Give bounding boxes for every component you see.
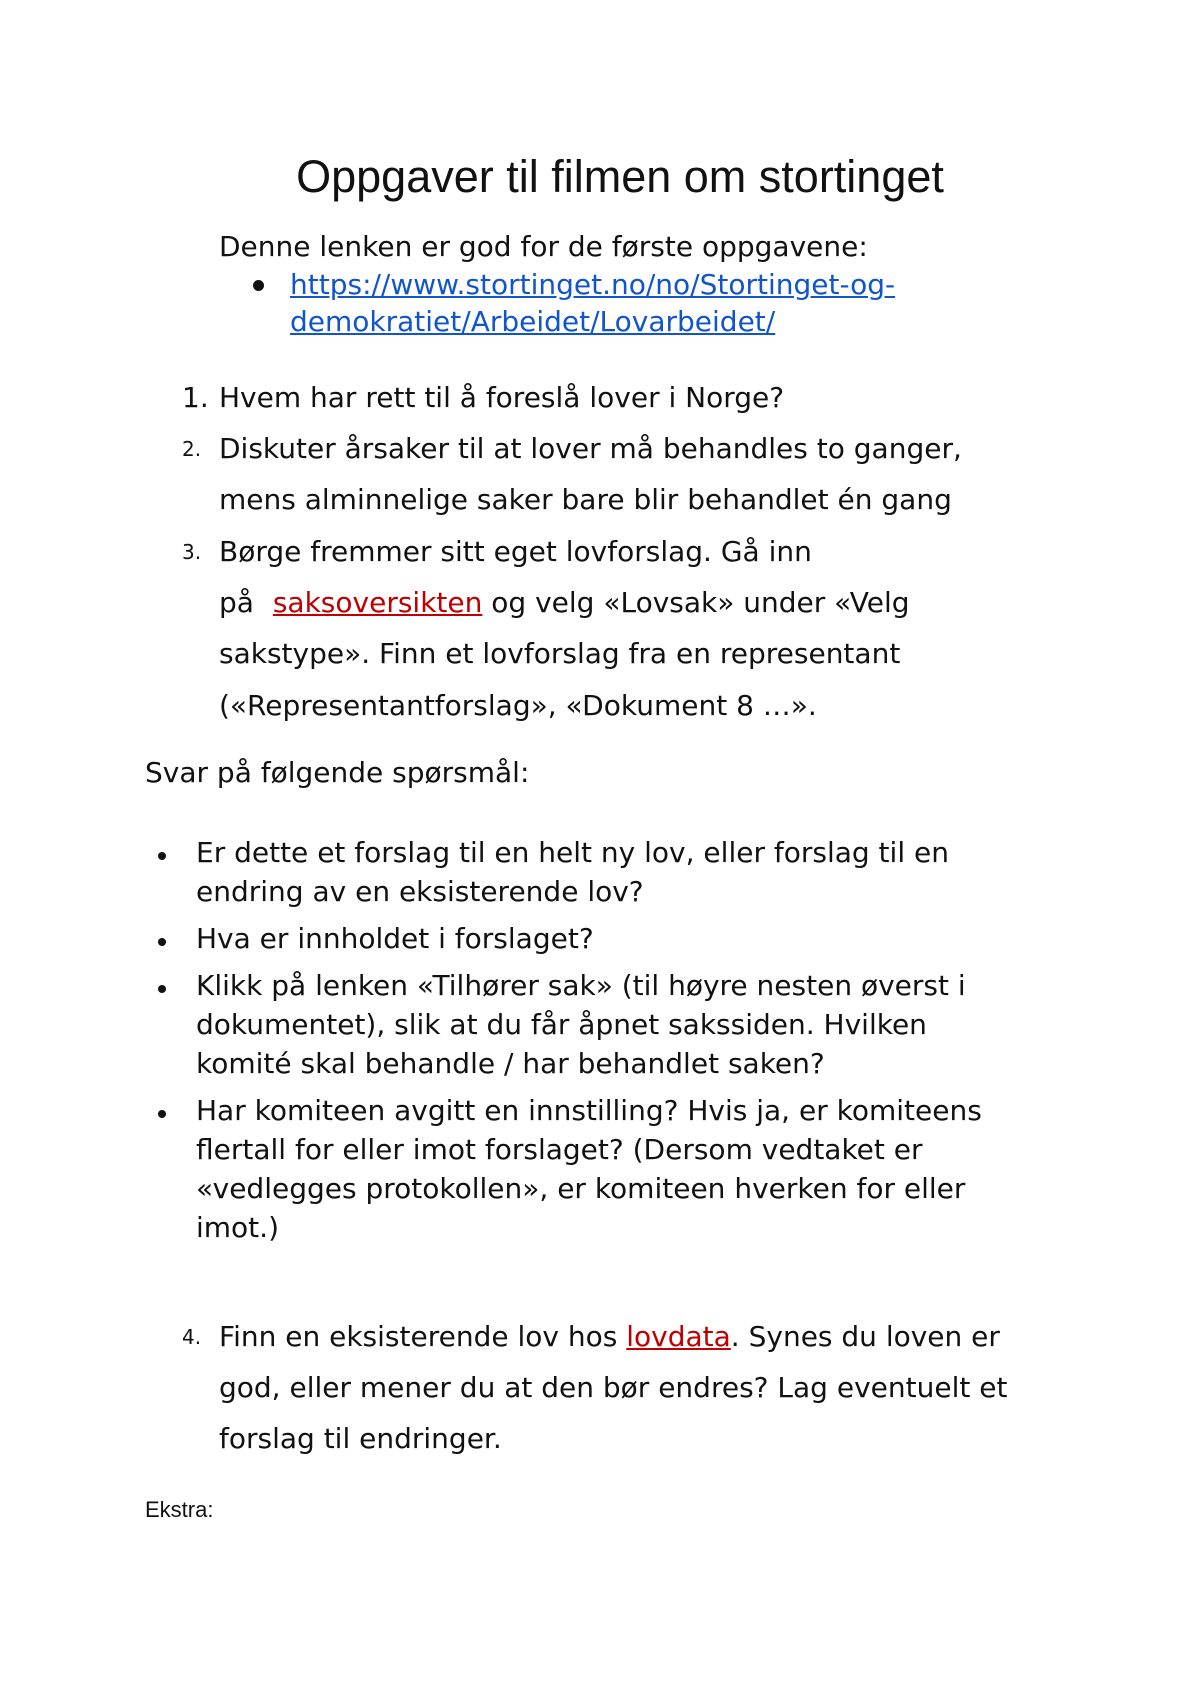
saksoversikten-link[interactable]: saksoversikten xyxy=(272,586,483,619)
task-4-line1 xyxy=(219,1320,1000,1353)
extra-heading: Ekstra: xyxy=(145,1497,214,1522)
task-4-line1-prefix: Finn en eksisterende lov hos xyxy=(219,1320,627,1353)
task-3-line2-prefix: på xyxy=(219,586,263,619)
task-1-number: 1. xyxy=(182,381,209,414)
page-title: Oppgaver til filmen om stortinget xyxy=(296,151,944,202)
bullet-icon xyxy=(158,985,166,993)
task-4-line1-suffix: . Synes du loven er xyxy=(730,1320,1000,1353)
question-4-line4: imot.) xyxy=(196,1211,279,1244)
task-4-line2: god, eller mener du at den bør endres? Lag eventuelt et xyxy=(219,1371,1008,1404)
question-3-line2: dokumentet), slik at du får åpnet sakssiden. Hvilken xyxy=(196,1008,927,1041)
task-4-number: 4. xyxy=(182,1325,202,1349)
bullet-icon xyxy=(253,280,264,291)
stortinget-link-line2[interactable]: demokratiet/Arbeidet/Lovarbeidet/ xyxy=(290,305,776,338)
task-4-line3: forslag til endringer. xyxy=(219,1422,502,1455)
stortinget-link-line1[interactable]: https://www.stortinget.no/no/Stortinget-og- xyxy=(290,268,896,301)
task-3-line2 xyxy=(219,586,910,619)
task-3-line3: sakstype». Finn et lovforslag fra en representant xyxy=(219,637,901,670)
question-4-line1: Har komiteen avgitt en innstilling? Hvis ja, er komiteens xyxy=(196,1094,982,1127)
question-1-line1: Er dette et forslag til en helt ny lov, eller forslag til en xyxy=(196,836,949,869)
task-2-line1: Diskuter årsaker til at lover må behandles to ganger, xyxy=(219,432,962,465)
task-3-line4: («Representantforslag», «Dokument 8 …». xyxy=(219,689,817,722)
bullet-icon xyxy=(158,1110,166,1118)
task-3-line2-suffix: og velg «Lovsak» under «Velg xyxy=(482,586,910,619)
question-1-line2: endring av en eksisterende lov? xyxy=(196,875,644,908)
question-3-line3: komité skal behandle / har behandlet saken? xyxy=(196,1047,825,1080)
lovdata-link[interactable]: lovdata xyxy=(626,1320,731,1353)
intro-text: Denne lenken er god for de første oppgavene: xyxy=(219,230,868,263)
task-2-number: 2. xyxy=(182,437,202,461)
question-2-line1: Hva er innholdet i forslaget? xyxy=(196,922,594,955)
task-3-number: 3. xyxy=(182,540,202,564)
task-3-line1: Børge fremmer sitt eget lovforslag. Gå inn xyxy=(219,535,812,568)
bullet-icon xyxy=(158,852,166,860)
question-4-line3: «vedlegges protokollen», er komiteen hverken for eller xyxy=(196,1172,966,1205)
task-2-line2: mens alminnelige saker bare blir behandlet én gang xyxy=(219,483,952,516)
question-3-line1: Klikk på lenken «Tilhører sak» (til høyre nesten øverst i xyxy=(196,969,966,1002)
task-1-text: Hvem har rett til å foreslå lover i Norge? xyxy=(219,381,785,414)
bullet-icon xyxy=(158,938,166,946)
question-4-line2: flertall for eller imot forslaget? (Dersom vedtaket er xyxy=(196,1133,923,1166)
answer-heading: Svar på følgende spørsmål: xyxy=(145,756,530,789)
